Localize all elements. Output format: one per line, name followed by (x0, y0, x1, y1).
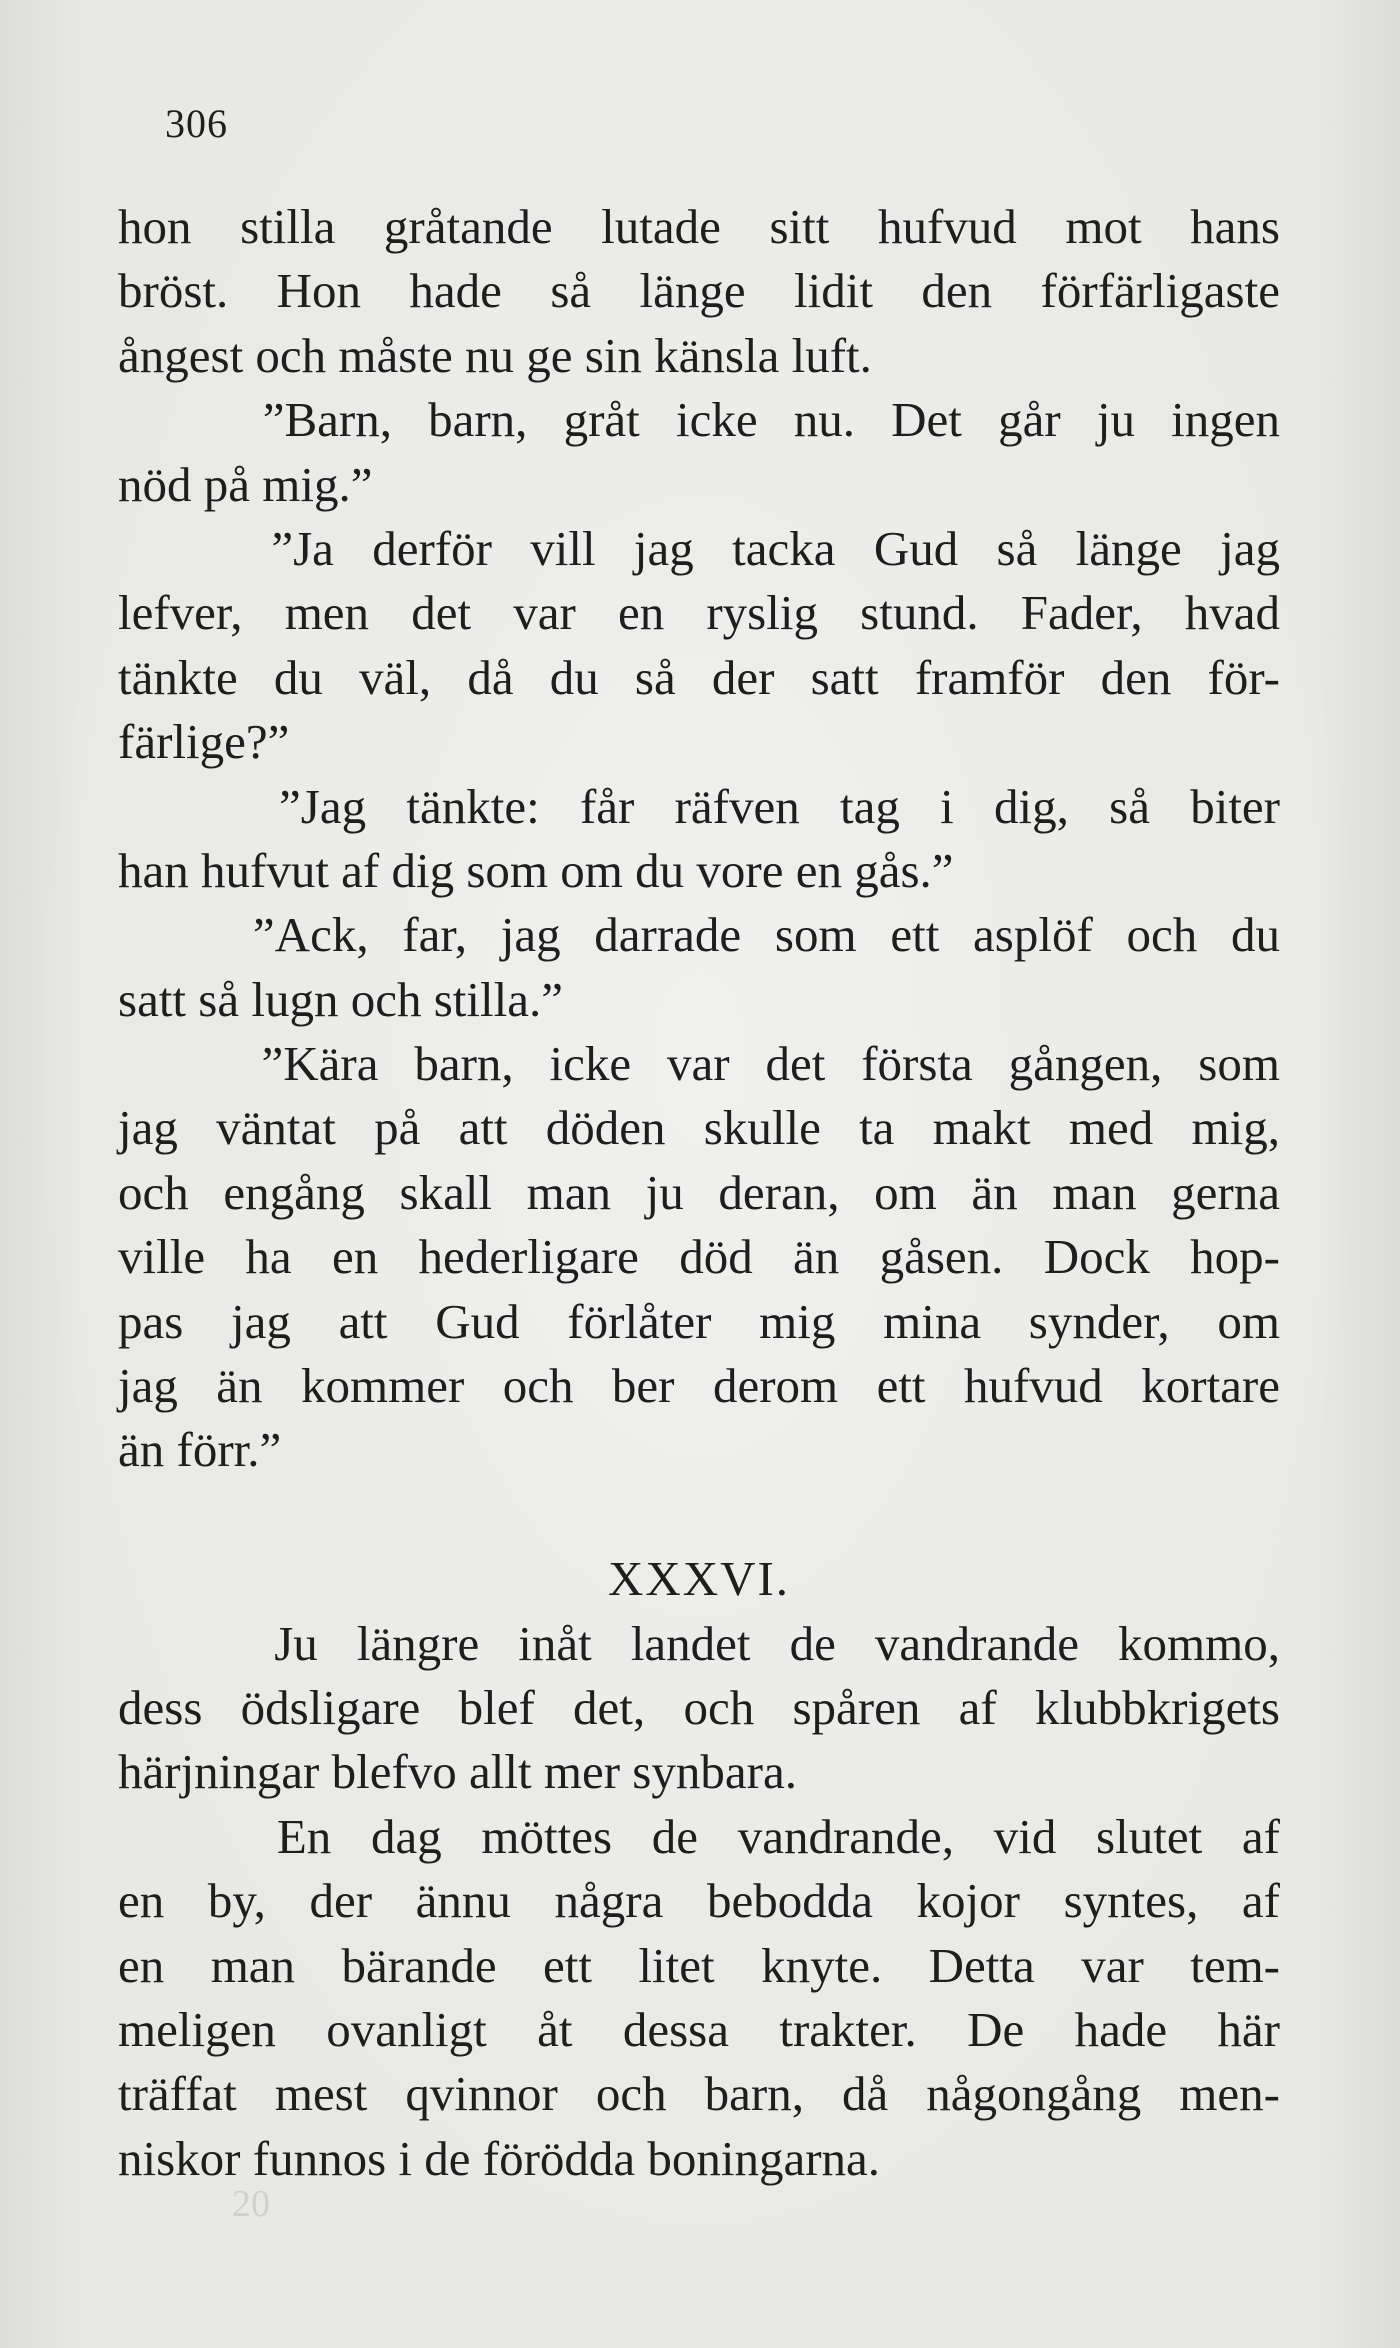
text-line: ”Jag tänkte: får räfven tag i dig, så biter (118, 778, 1280, 834)
text-line: meligen ovanligt åt dessa trakter. De hade här (118, 2001, 1280, 2057)
text-line (118, 1483, 1280, 1547)
text-line: satt så lugn och stilla.” (118, 971, 563, 1027)
text-line: ”Barn, barn, gråt icke nu. Det går ju ingen (118, 392, 1280, 448)
text-line: ångest och måste nu ge sin känsla luft. (118, 327, 872, 383)
text-line: pas jag att Gud förlåter mig mina synder, om (118, 1293, 1280, 1349)
text-line: han hufvut af dig som om du vore en gås.” (118, 842, 954, 898)
text-line: Ju längre inåt landet de vandrande kommo, (118, 1615, 1280, 1671)
text-line: En dag möttes de vandrande, vid slutet af (118, 1808, 1280, 1864)
text-line: lefver, men det var en ryslig stund. Fader, hvad (118, 585, 1280, 641)
text-line: ”Ack, far, jag darrade som ett asplöf och du (118, 907, 1280, 963)
text-line: ”Ja derför vill jag tacka Gud så länge jag (118, 520, 1280, 576)
text-line: hon stilla gråtande lutade sitt hufvud mot hans (118, 199, 1280, 254)
text-line: jag väntat på att döden skulle ta makt med mig, (118, 1100, 1280, 1156)
text-line: jag än kommer och ber derom ett hufvud kortare (118, 1358, 1280, 1414)
chapter-heading: XXXVI. (607, 1551, 791, 1607)
text-line: härjningar blefvo allt mer synbara. (118, 1744, 797, 1800)
text-line: ville ha en hederligare död än gåsen. Dock hop- (118, 1229, 1280, 1285)
text-line: niskor funnos i de förödda boningarna. (118, 2130, 881, 2186)
signature-mark: 20 (232, 2183, 270, 2225)
page-number: 306 (165, 101, 228, 146)
text-line: en man bärande ett litet knyte. Detta var tem- (118, 1937, 1280, 1993)
body-text (118, 195, 1280, 2191)
text-line: än förr.” (118, 1422, 282, 1478)
text-line: träffat mest qvinnor och barn, då någongång men- (118, 2066, 1280, 2122)
text-line: dess ödsligare blef det, och spåren af klubbkrigets (118, 1679, 1280, 1735)
text-line: ”Kära barn, icke var det första gången, som (118, 1036, 1280, 1092)
text-line: nöd på mig.” (118, 456, 373, 512)
text-line: färlige?” (118, 714, 290, 770)
text-line: och engång skall man ju deran, om än man gerna (118, 1164, 1280, 1220)
text-line: en by, der ännu några bebodda kojor syntes, af (118, 1873, 1280, 1929)
text-line: bröst. Hon hade så länge lidit den förfärligaste (118, 263, 1280, 319)
text-line: tänkte du väl, då du så der satt framför den för- (118, 649, 1280, 705)
